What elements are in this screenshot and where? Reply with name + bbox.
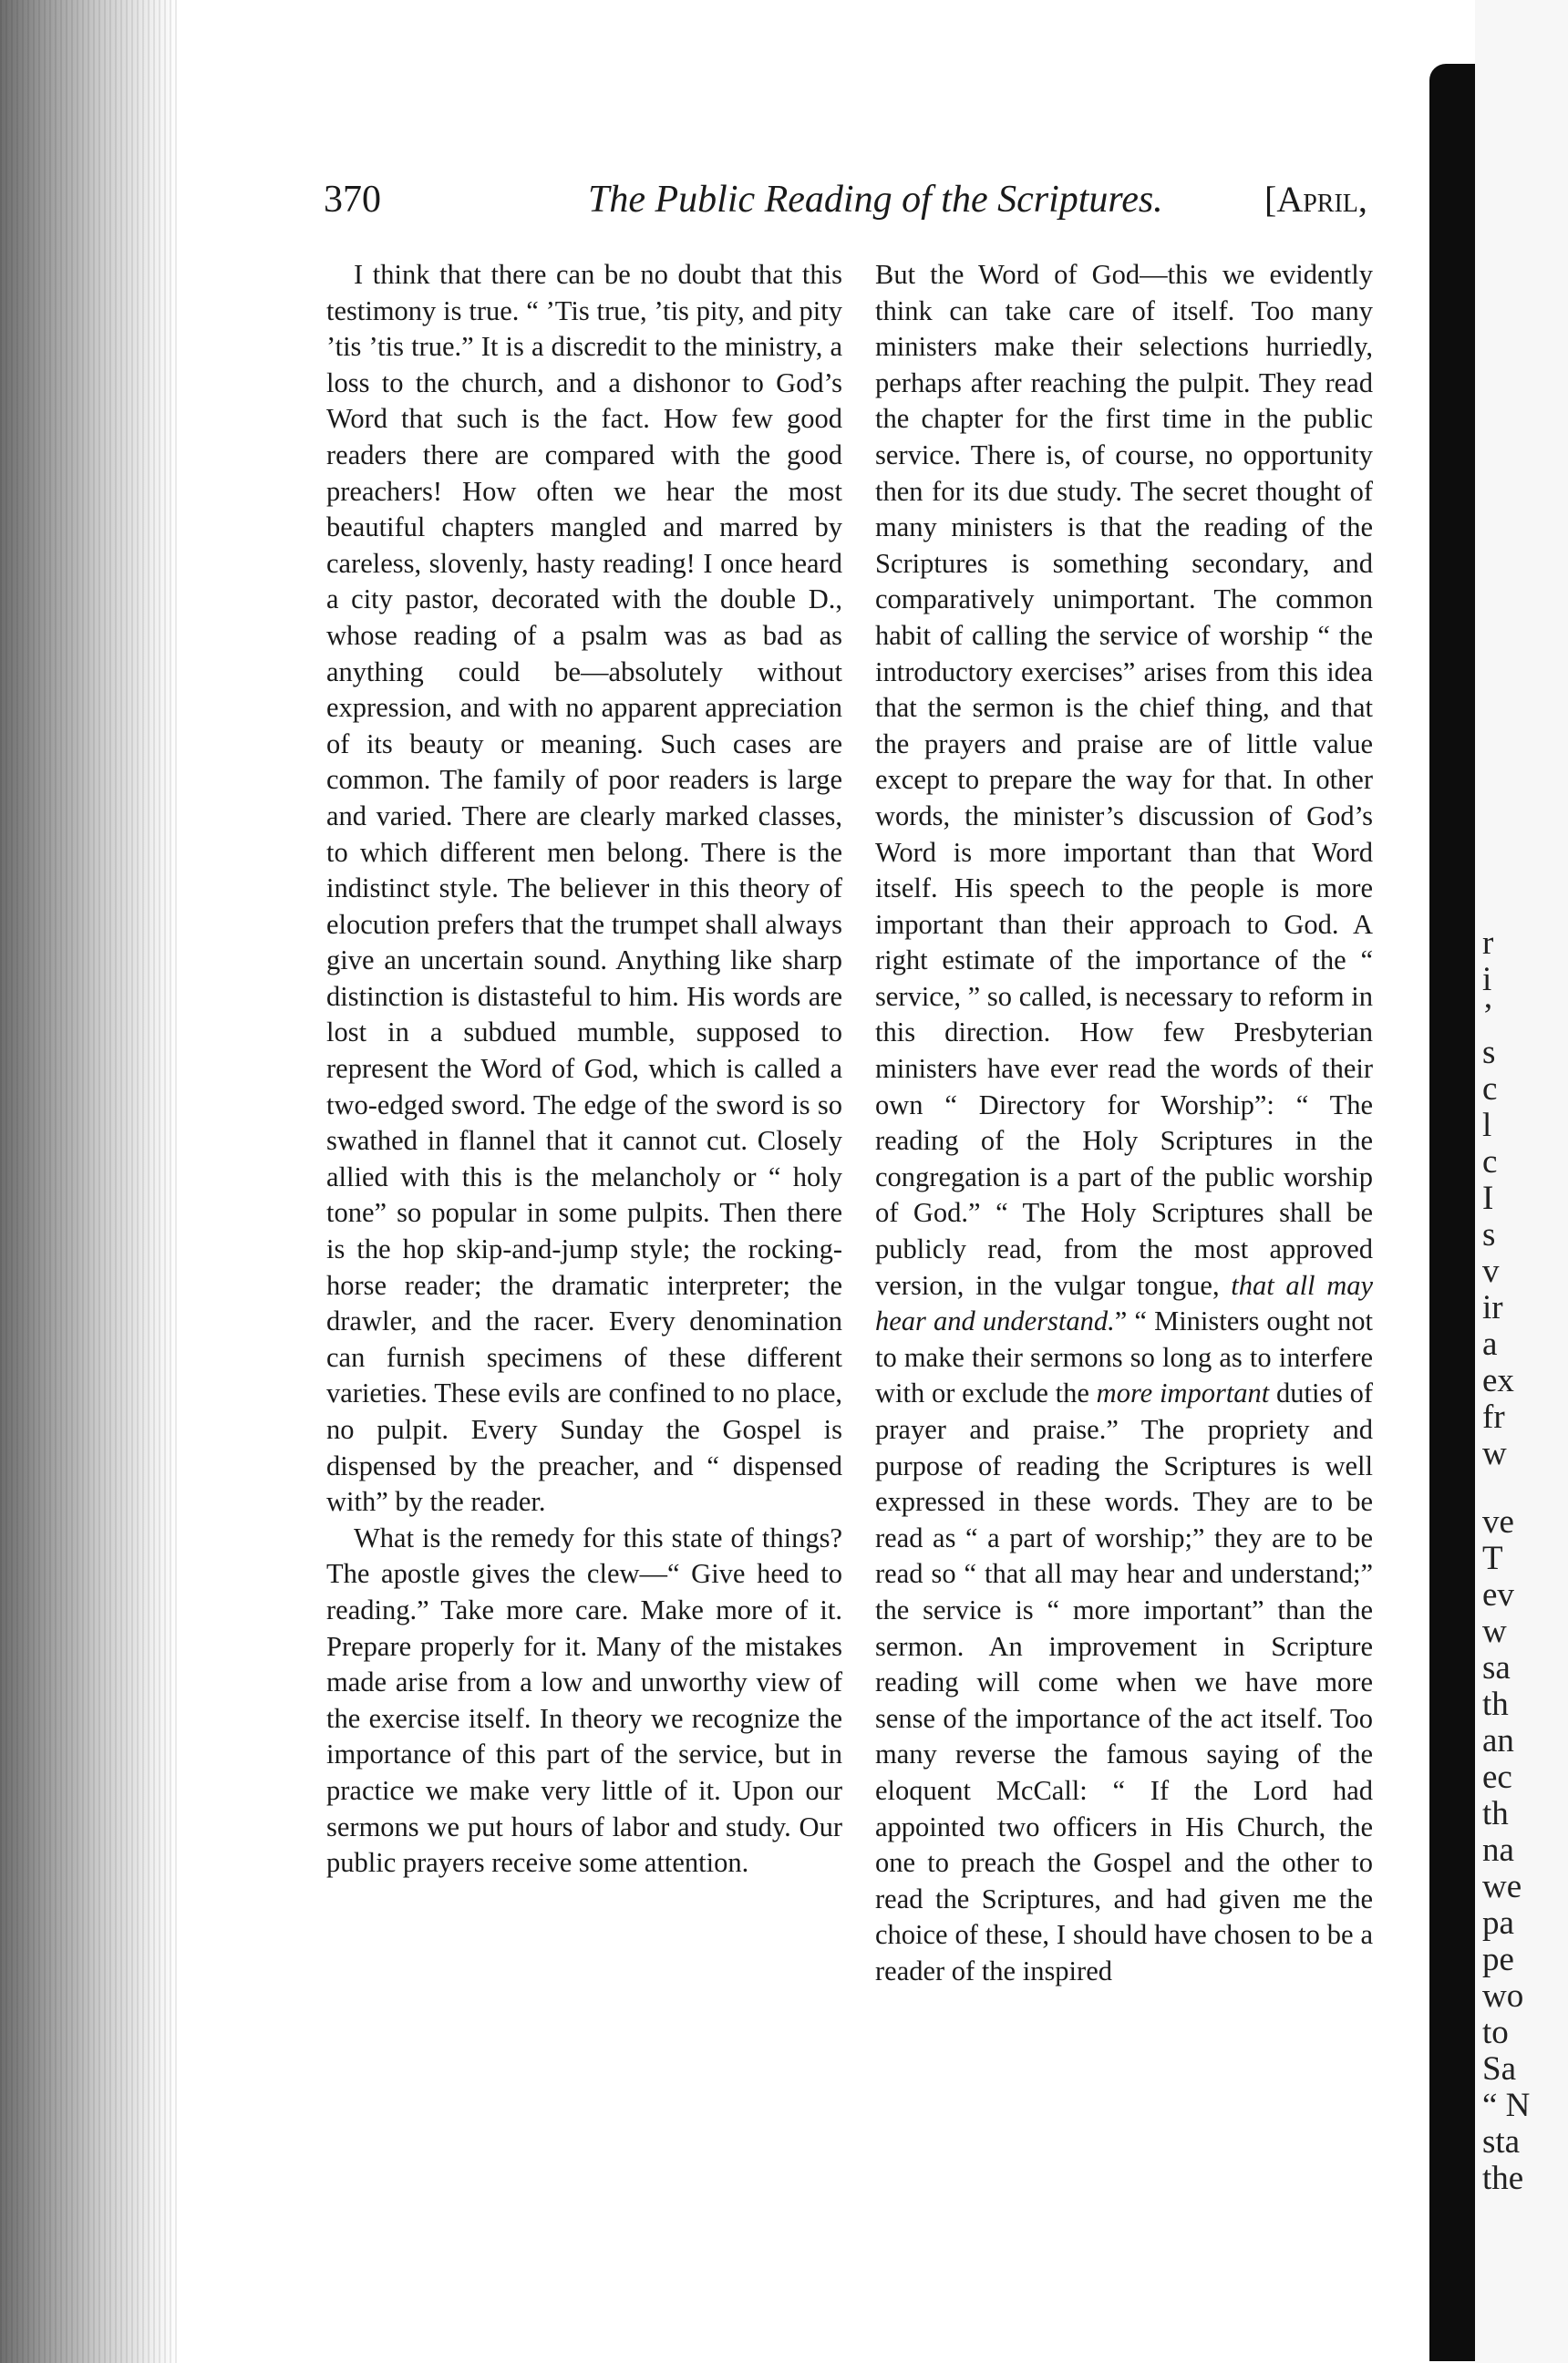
next-page-text-fragment: ir bbox=[1482, 1289, 1503, 1326]
next-page-text-fragment: we bbox=[1482, 1868, 1522, 1905]
right-column bbox=[875, 257, 1373, 2135]
running-header bbox=[324, 178, 1427, 232]
right-italic-1: that all may hear and understand. bbox=[875, 1269, 1374, 1337]
page-number: 370 bbox=[324, 179, 381, 221]
next-page-text-fragment: Sa bbox=[1482, 2050, 1516, 2088]
next-page-text-fragment: w bbox=[1482, 1435, 1507, 1472]
running-title: The Public Reading of the Scriptures. bbox=[588, 179, 1163, 221]
next-page-text-fragment: w bbox=[1482, 1613, 1507, 1650]
left-paragraph-2: What is the remedy for this state of things? The apostle gives the clew—“ Give heed to reading.” Take more care. Make more of it. Prepare properly for it. Many of the mistakes made arise from a low and unworthy view of the exercise itself. In theory we recognize the importance of this part of the service, but in practice we make very little of it. Upon our sermons we put hours of labor and study. Our public prayers receive some attention. bbox=[326, 1522, 842, 1879]
next-page-text-fragment: pa bbox=[1482, 1904, 1514, 1942]
next-page-text-fragment: the bbox=[1482, 2160, 1524, 2197]
next-page-fragment bbox=[1475, 0, 1568, 2363]
next-page-text-fragment: s bbox=[1482, 1034, 1496, 1071]
next-page-text-fragment: ’ bbox=[1482, 997, 1494, 1035]
next-page-text-fragment: r bbox=[1482, 924, 1494, 962]
left-paragraph-1: I think that there can be no doubt that this testimony is true. “ ’Tis true, ’tis pity, and pity ’tis ’tis true.” It is a discredit to the ministry, a loss to the church, and a dishonor to God’s Word that such is the fact. How few good readers there are compared with the good preachers! How often we hear the most beautiful chapters mangled and marred by careless, slovenly, hasty reading! I once heard a city pastor, decorated with the double D., whose reading of a psalm was as bad as anything could be—absolutely without expression, and with no apparent appreciation of its beauty or meaning. Such cases are common. The family of poor readers is large and varied. There are clearly marked classes, to which different men belong. There is the indistinct style. The believer in this theory of elocution prefers that the trumpet shall always give an uncertain sound. Anything like sharp distinction is distasteful to him. His words are lost in a subdued mumble, supposed to represent the Word of God, which is called a two-edged sword. The edge of the sword is so swathed in flannel that it cannot cut. Closely allied with this is the melancholy or “ holy tone” so popular in some pulpits. Then there is the hop skip-and-jump style; the rocking-horse reader; the dramatic interpreter; the drawler, and the racer. Every denomination can furnish specimens of these different varieties. These evils are confined to no place, no pulpit. Every Sunday the Gospel is dispensed by the preacher, and “ dispensed with” by the reader. bbox=[326, 259, 842, 1518]
next-page-text-fragment: pe bbox=[1482, 1941, 1514, 1978]
next-page-text-fragment: to bbox=[1482, 2014, 1509, 2051]
running-month: [April, bbox=[1264, 179, 1367, 220]
next-page-text-fragment: sa bbox=[1482, 1649, 1511, 1687]
next-page-text-fragment: na bbox=[1482, 1832, 1514, 1869]
next-page-text-fragment: i bbox=[1482, 961, 1492, 998]
book-gutter bbox=[1429, 64, 1475, 2361]
left-column bbox=[326, 257, 842, 2135]
next-page-text-fragment: sta bbox=[1482, 2123, 1521, 2161]
next-page-text-fragment: a bbox=[1482, 1326, 1498, 1363]
next-page-text-fragment: wo bbox=[1482, 1977, 1524, 2015]
next-page-text-fragment: fr bbox=[1482, 1398, 1505, 1436]
next-page-text-fragment: l bbox=[1482, 1107, 1492, 1144]
next-page-text-fragment: ec bbox=[1482, 1759, 1512, 1796]
next-page-text-fragment: ev bbox=[1482, 1576, 1514, 1614]
next-page-text-fragment: ve bbox=[1482, 1503, 1514, 1541]
right-text-1: But the Word of God—this we evidently think can take care of itself. Too many ministers make their selections hurriedly, perhaps after reaching the pulpit. They read the chapter for the first time in the public service. There is, of course, no opportunity then for its due study. The secret thought of many ministers is that the reading of the Scriptures is something secondary, and comparatively unimportant. The common habit of calling the service of worship “ the introductory exercises” arises from this idea that the sermon is the chief thing, and that the prayers and praise are of little value except to prepare the way for that. In other words, the minister’s discussion of God’s Word is more important than that Word itself. His speech to the people is more important than their approach to God. A right estimate of the importance of the “ service, ” so called, is necessary to reform in this direction. How few Presbyterian ministers have ever read the words of their own “ Directory for Worship”: “ The reading of the Holy Scriptures in the congregation is a part of the public worship of God.” “ The Holy Scriptures shall be publicly read, from the most approved version, in the vulgar tongue, bbox=[875, 259, 1373, 1301]
right-text-2: ” “ Ministers ought not to make their sermons so long as to interfere with or exclude the bbox=[875, 1305, 1373, 1409]
next-page-text-fragment: th bbox=[1482, 1795, 1509, 1832]
next-page-text-fragment: I bbox=[1482, 1180, 1494, 1217]
next-page-text-fragment: an bbox=[1482, 1722, 1514, 1759]
next-page-text-fragment: s bbox=[1482, 1216, 1496, 1254]
next-page-text-fragment: T bbox=[1482, 1540, 1503, 1577]
right-italic-2: more important bbox=[1096, 1378, 1270, 1409]
right-text-3: duties of prayer and praise.” The propriety and purpose of reading the Scriptures is well expressed in these words. They are to be read as “ a part of worship;” they are to be read so “ that all may hear and understand;” the service is “ more important” than the sermon. An improvement in Scripture reading will come when we have more sense of the importance of the act itself. Too many reverse the famous saying of the eloquent McCall: “ If the Lord had appointed two officers in His Church, the one to preach the Gospel and the other to read the Scriptures, and had given me the choice of these, I should have chosen to be a reader of the inspired bbox=[875, 1378, 1374, 1986]
right-paragraph bbox=[875, 257, 1373, 1990]
next-page-text-fragment: th bbox=[1482, 1686, 1509, 1723]
page-edge-shadow bbox=[0, 0, 178, 2363]
next-page-text-fragment: c bbox=[1482, 1143, 1498, 1181]
next-page-text-fragment: ex bbox=[1482, 1362, 1514, 1399]
next-page-text-fragment: v bbox=[1482, 1253, 1500, 1290]
next-page-text-fragment: c bbox=[1482, 1070, 1498, 1108]
next-page-text-fragment: “ N bbox=[1482, 2087, 1531, 2124]
